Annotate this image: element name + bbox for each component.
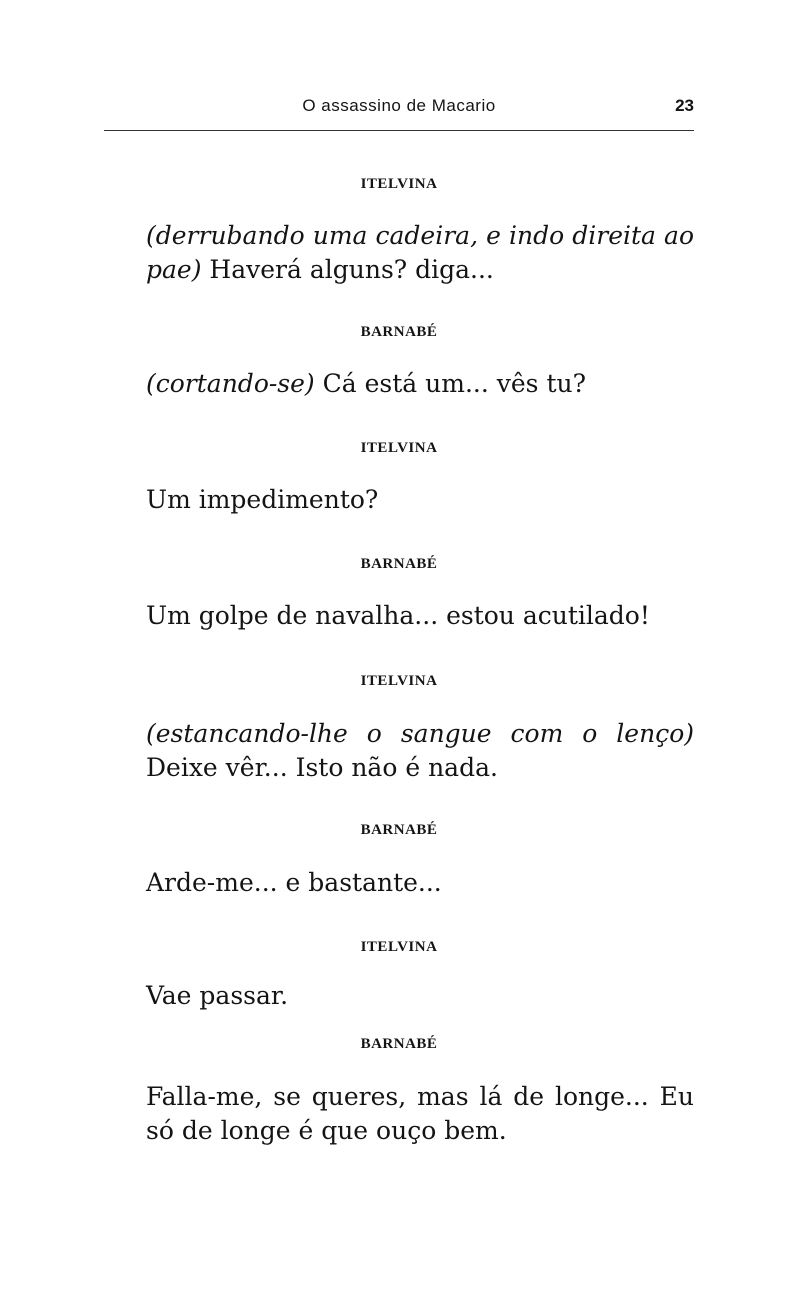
dialogue-line [104, 717, 694, 785]
dialogue-line [104, 483, 694, 517]
speaker-name: ITELVINA [360, 440, 438, 456]
speaker-name: BARNABÉ [360, 556, 438, 572]
speaker-name: ITELVINA [360, 939, 438, 955]
dialogue-line [104, 367, 694, 401]
running-header [104, 94, 694, 124]
speaker-name: BARNABÉ [360, 1036, 438, 1052]
speech-text: Arde-me... e bastante... [146, 868, 442, 897]
speaker-name: BARNABÉ [360, 822, 438, 838]
dialogue-line [104, 219, 694, 287]
stage-direction: (cortando-se) [146, 369, 315, 398]
stage-direction: (estancando-lhe o sangue com o lenço) [146, 719, 694, 748]
speech-text: Vae passar. [146, 981, 289, 1010]
speech-text: Cá está um... vês tu? [322, 369, 586, 398]
speech-text: Haverá alguns? diga... [209, 255, 494, 284]
dialogue-line [104, 866, 694, 900]
dialogue-line [104, 599, 694, 633]
speaker-name: ITELVINA [360, 673, 438, 689]
page-number: 23 [675, 96, 694, 115]
header-rule [104, 130, 694, 131]
speaker-name: BARNABÉ [360, 324, 438, 340]
speech-text: Falla-me, se queres, mas lá de longe... Eu só de longe é que ouço bem. [146, 1082, 694, 1145]
dialogue-line [104, 979, 694, 1013]
speech-text: Deixe vêr... Isto não é nada. [146, 753, 498, 782]
speech-text: Um golpe de navalha... estou acutilado! [146, 601, 650, 630]
speech-text: Um impedimento? [146, 485, 379, 514]
dialogue-line [104, 1080, 694, 1148]
speaker-name: ITELVINA [360, 176, 438, 192]
running-title: O assassino de Macario [302, 96, 496, 115]
stage-direction: (derrubando uma cadeira, e indo direita ao pae) [146, 221, 694, 284]
